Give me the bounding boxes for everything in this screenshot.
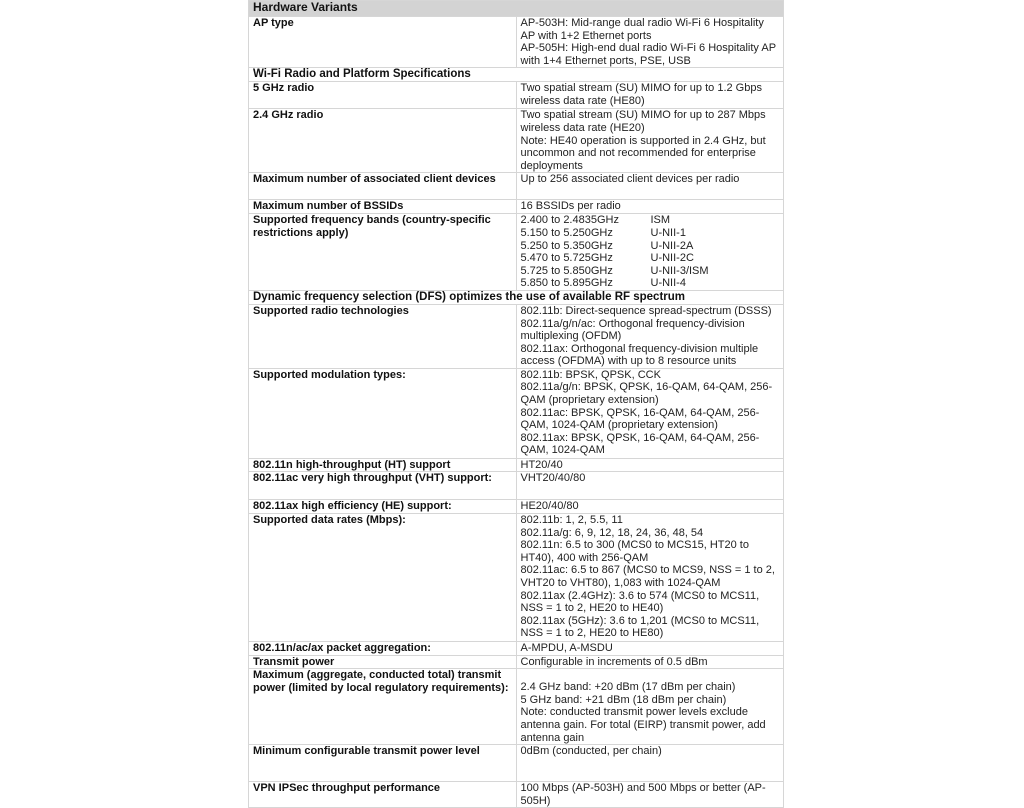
value-line: HE20/40/80 bbox=[520, 500, 579, 513]
row-value bbox=[516, 669, 784, 745]
value-line: A-MPDU, A-MSDU bbox=[520, 642, 613, 655]
table-row bbox=[249, 745, 784, 782]
band-range: 5.850 to 5.895GHz bbox=[520, 277, 613, 290]
row-label: Supported data rates (Mbps): bbox=[249, 514, 517, 642]
row-value bbox=[516, 173, 784, 200]
value-line: Note: conducted transmit power levels exclude antenna gain. For total (EIRP) transmit power, add antenna gain bbox=[520, 706, 766, 744]
section-header-row bbox=[249, 68, 784, 82]
value-line: 802.11n: 6.5 to 300 (MCS0 to MCS15, HT20 to HT40), 400 with 256-QAM bbox=[520, 539, 749, 564]
row-label: Maximum number of BSSIDs bbox=[249, 200, 517, 214]
row-label: Supported modulation types: bbox=[249, 368, 517, 458]
row-label: AP type bbox=[249, 17, 517, 68]
value-line: Up to 256 associated client devices per radio bbox=[520, 173, 740, 186]
table-row bbox=[249, 109, 784, 173]
row-label: 802.11n/ac/ax packet aggregation: bbox=[249, 642, 517, 656]
row-value bbox=[516, 17, 784, 68]
row-label: VPN IPSec throughput performance bbox=[249, 782, 517, 808]
frequency-band bbox=[521, 214, 780, 227]
row-value bbox=[516, 655, 784, 669]
table-row bbox=[249, 200, 784, 214]
row-label: 802.11n high-throughput (HT) support bbox=[249, 458, 517, 472]
frequency-band bbox=[521, 252, 780, 265]
table-row bbox=[249, 642, 784, 656]
value-line: 802.11b: Direct-sequence spread-spectrum (DSSS) bbox=[520, 304, 772, 317]
row-label: Supported frequency bands (country-specific restrictions apply) bbox=[249, 214, 517, 291]
table-row bbox=[249, 368, 784, 458]
table-row bbox=[249, 458, 784, 472]
table-row bbox=[249, 669, 784, 745]
value-line: 802.11ac: 6.5 to 867 (MCS0 to MCS9, NSS = 1 to 2, VHT20 to VHT80), 1,083 with 1024-QAM bbox=[520, 564, 775, 590]
table-row bbox=[249, 655, 784, 669]
row-label: Supported radio technologies bbox=[249, 304, 517, 368]
row-value bbox=[516, 514, 784, 642]
value-line: 16 BSSIDs per radio bbox=[520, 200, 621, 213]
band-name: ISM bbox=[650, 214, 671, 227]
value-line: 802.11ac: BPSK, QPSK, 16-QAM, 64-QAM, 256-QAM, 1024-QAM (proprietary extension) bbox=[520, 406, 760, 432]
row-value bbox=[516, 642, 784, 656]
value-line: 802.11a/g/n/ac: Orthogonal frequency-division multiplexing (OFDM) bbox=[520, 317, 745, 343]
specifications-table bbox=[248, 0, 784, 808]
table-row bbox=[249, 782, 784, 808]
row-label: Transmit power bbox=[249, 655, 517, 669]
frequency-band bbox=[521, 227, 780, 240]
value-line: 2.4 GHz band: +20 dBm (17 dBm per chain) bbox=[520, 681, 736, 694]
row-value bbox=[516, 200, 784, 214]
section-title: Dynamic frequency selection (DFS) optimizes the use of available RF spectrum bbox=[249, 290, 784, 304]
row-value bbox=[516, 368, 784, 458]
row-value bbox=[516, 214, 784, 291]
value-line: 802.11a/g/n: BPSK, QPSK, 16-QAM, 64-QAM, 256-QAM (proprietary extension) bbox=[520, 381, 773, 407]
band-range: 5.250 to 5.350GHz bbox=[520, 239, 613, 252]
value-line: 802.11ax (2.4GHz): 3.6 to 574 (MCS0 to MCS11, NSS = 1 to 2, HE20 to HE40) bbox=[520, 589, 760, 615]
value-line: 802.11ax: BPSK, QPSK, 16-QAM, 64-QAM, 256-QAM, 1024-QAM bbox=[520, 431, 760, 457]
row-label: Maximum (aggregate, conducted total) transmit power (limited by local regulatory requirements): bbox=[249, 669, 517, 745]
value-line: HT20/40 bbox=[520, 458, 563, 471]
value-line: Note: HE40 operation is supported in 2.4 GHz, but uncommon and not recommended for enterprise deployments bbox=[520, 134, 766, 172]
value-line: 802.11a/g: 6, 9, 12, 18, 24, 36, 48, 54 bbox=[520, 526, 704, 539]
band-name: U-NII-4 bbox=[650, 277, 686, 290]
value-line: 5 GHz band: +21 dBm (18 dBm per chain) bbox=[520, 693, 727, 706]
band-name: U-NII-2A bbox=[650, 239, 694, 252]
band-range: 5.470 to 5.725GHz bbox=[520, 252, 613, 265]
table-row bbox=[249, 500, 784, 514]
value-line: 0dBm (conducted, per chain) bbox=[520, 745, 662, 758]
table-row bbox=[249, 82, 784, 109]
value-line: Configurable in increments of 0.5 dBm bbox=[520, 655, 708, 668]
value-line: VHT20/40/80 bbox=[520, 472, 586, 485]
value-line: AP-503H: Mid-range dual radio Wi-Fi 6 Hospitality AP with 1+2 Ethernet ports bbox=[520, 17, 764, 42]
frequency-band bbox=[521, 265, 780, 278]
row-label: 5 GHz radio bbox=[249, 82, 517, 109]
row-label: Maximum number of associated client devices bbox=[249, 173, 517, 200]
band-range: 5.150 to 5.250GHz bbox=[520, 226, 613, 239]
row-value bbox=[516, 745, 784, 782]
row-value bbox=[516, 82, 784, 109]
value-line: 802.11b: 1, 2, 5.5, 11 bbox=[520, 514, 623, 527]
table-row bbox=[249, 214, 784, 291]
value-line: 802.11ax (5GHz): 3.6 to 1,201 (MCS0 to MCS11, NSS = 1 to 2, HE20 to HE80) bbox=[520, 614, 760, 640]
value-line: 802.11ax: Orthogonal frequency-division multiple access (OFDMA) with up to 8 resource units bbox=[520, 342, 759, 368]
row-value bbox=[516, 304, 784, 368]
table-row bbox=[249, 514, 784, 642]
row-label: 802.11ac very high throughput (VHT) support: bbox=[249, 472, 517, 500]
row-value bbox=[516, 458, 784, 472]
table-row bbox=[249, 472, 784, 500]
value-line: AP-505H: High-end dual radio Wi-Fi 6 Hospitality AP with 1+4 Ethernet ports, PSE, USB bbox=[520, 42, 776, 67]
value-line: Two spatial stream (SU) MIMO for up to 287 Mbps wireless data rate (HE20) bbox=[520, 109, 766, 134]
value-line: 802.11b: BPSK, QPSK, CCK bbox=[520, 368, 661, 381]
band-range: 5.725 to 5.850GHz bbox=[520, 264, 613, 277]
value-line: 100 Mbps (AP-503H) and 500 Mbps or better (AP-505H) bbox=[520, 782, 766, 807]
frequency-band bbox=[521, 277, 780, 290]
band-range: 2.400 to 2.4835GHz bbox=[520, 214, 619, 227]
row-value bbox=[516, 472, 784, 500]
row-value bbox=[516, 782, 784, 808]
row-label: 2.4 GHz radio bbox=[249, 109, 517, 173]
section-title: Wi-Fi Radio and Platform Specifications bbox=[249, 68, 784, 82]
section-header-row bbox=[249, 1, 784, 17]
row-label: 802.11ax high efficiency (HE) support: bbox=[249, 500, 517, 514]
band-name: U-NII-1 bbox=[650, 226, 686, 239]
table-row bbox=[249, 17, 784, 68]
frequency-band bbox=[521, 240, 780, 253]
value-line: Two spatial stream (SU) MIMO for up to 1.2 Gbps wireless data rate (HE80) bbox=[520, 82, 762, 107]
band-name: U-NII-3/ISM bbox=[650, 264, 709, 277]
table-row bbox=[249, 304, 784, 368]
band-name: U-NII-2C bbox=[650, 252, 694, 265]
row-value bbox=[516, 500, 784, 514]
table-row bbox=[249, 173, 784, 200]
row-label: Minimum configurable transmit power level bbox=[249, 745, 517, 782]
section-header-row bbox=[249, 290, 784, 304]
section-title: Hardware Variants bbox=[249, 1, 784, 17]
row-value bbox=[516, 109, 784, 173]
